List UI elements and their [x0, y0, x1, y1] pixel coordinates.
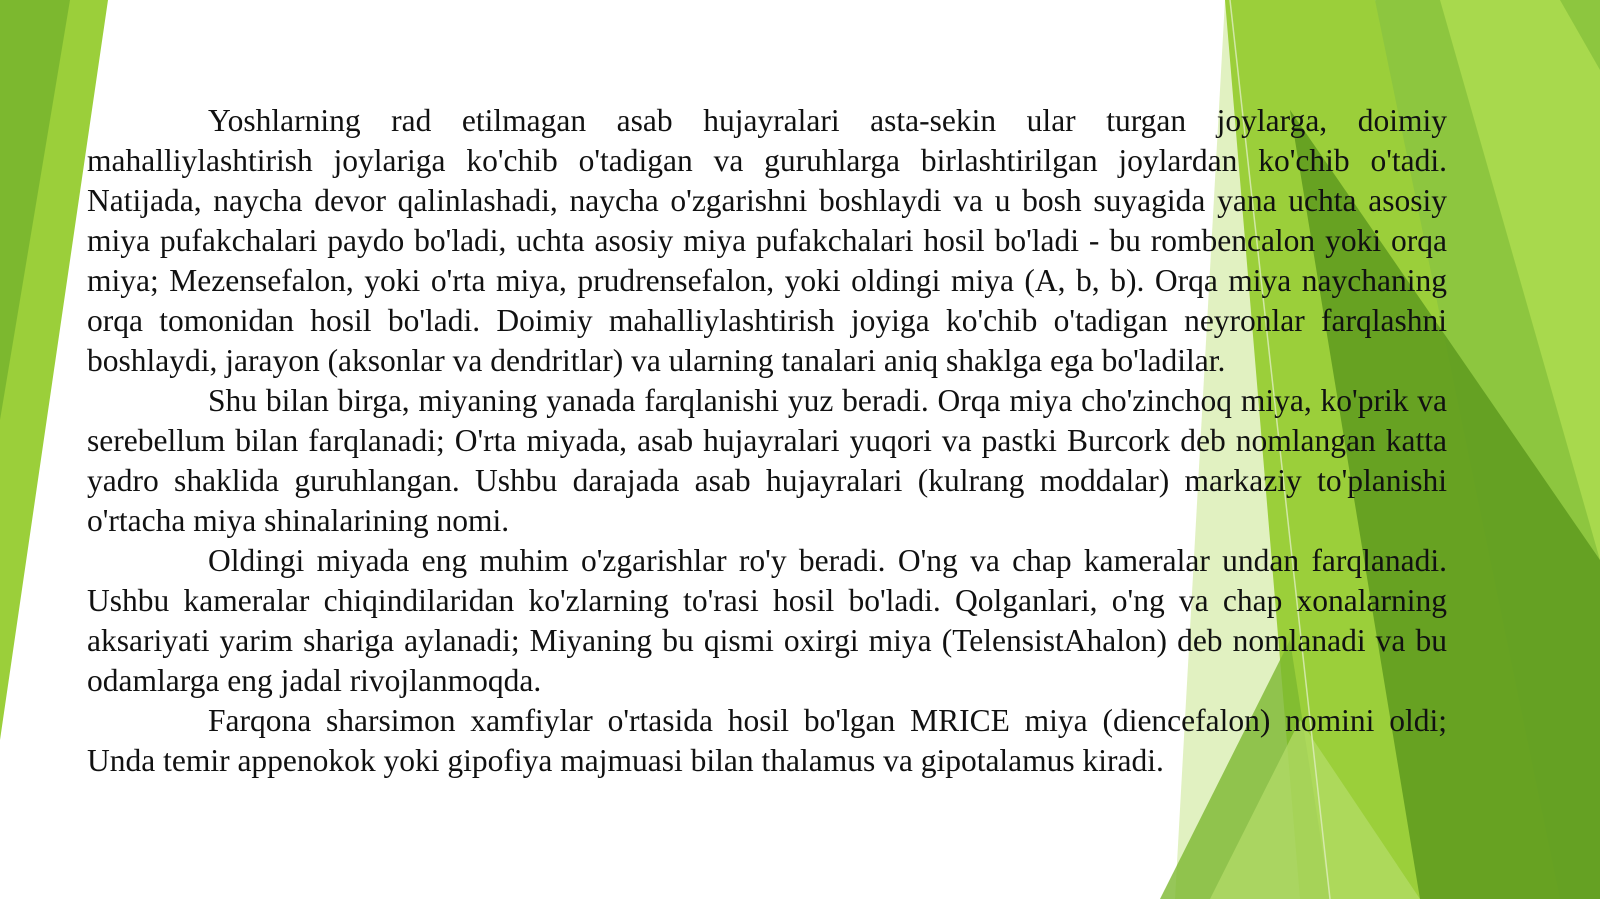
paragraph-4: Farqona sharsimon xamfiylar o'rtasida hosil bo'lgan MRICE miya (diencefalon) nomini oldi; Unda temir appenokok yoki gipofiya majmuasi bilan thalamus va gipotalamus kiradi. [87, 703, 1447, 778]
paragraph-2: Shu bilan birga, miyaning yanada farqlanishi yuz beradi. Orqa miya cho'zinchoq miya, ko'prik va serebellum bilan farqlanadi; O'rta miyada, asab hujayralari yuqori va pastki Burcork deb nomlangan katta yadro shaklida guruhlangan. Ushbu darajada asab hujayralari (kulrang moddalar) markaziy to'planishi o'rtacha miya shinalarining nomi. [87, 383, 1447, 538]
paragraph-1: Yoshlarning rad etilmagan asab hujayralari asta-sekin ular turgan joylarga, doimiy mahalliylashtirish joylariga ko'chib o'tadigan va guruhlarga birlashtirilgan joylardan ko'chib o'tadi. Natijada, naycha devor qalinlashadi, naycha o'zgarishni boshlaydi va u bosh suyagida yana uchta asosiy miya pufakchalari paydo bo'ladi, uchta asosiy miya pufakchalari hosil bo'ladi - bu rombencalon yoki orqa miya; Mezensefalon, yoki o'rta miya, prudrensefalon, yoki oldingi miya (A, b, b). Orqa miya naychaning orqa tomonidan hosil bo'ladi. Doimiy mahalliylashtirish joyiga ko'chib o'tadigan neyronlar farqlashni boshlaydi, jarayon (aksonlar va dendritlar) va ularning tanalari aniq shaklga ega bo'ladilar. [87, 103, 1447, 378]
paragraph-3: Oldingi miyada eng muhim o'zgarishlar ro'y beradi. O'ng va chap kameralar undan farqlanadi. Ushbu kameralar chiqindilaridan ko'zlarning to'rasi hosil bo'ladi. Qolganlari, o'ng va chap xonalarning aksariyati yarim shariga aylanadi; Miyaning bu qismi oxirgi miya (TelensistAhalon) deb nomlanadi va bu odamlarga eng jadal rivojlanmoqda. [87, 543, 1447, 698]
slide-text-body [87, 101, 1447, 781]
